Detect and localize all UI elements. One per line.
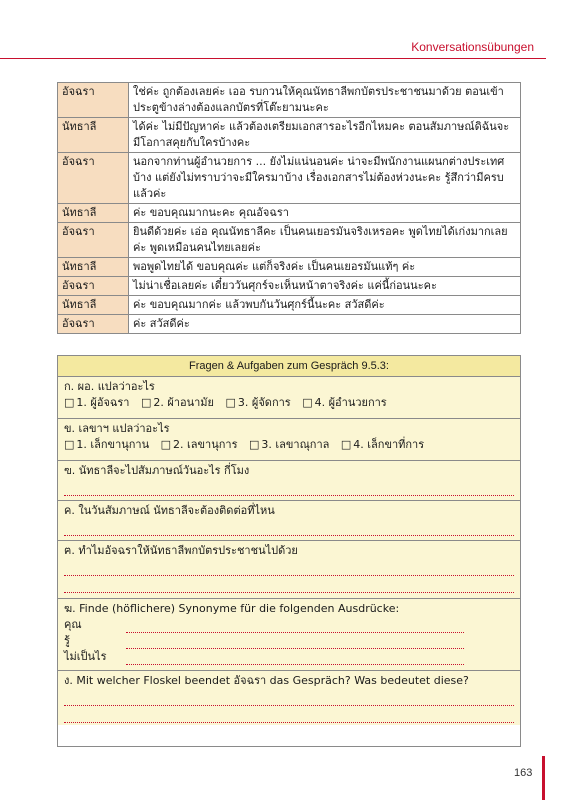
dialogue-table <box>57 82 521 334</box>
task-q2 <box>58 419 520 461</box>
options-row <box>64 437 514 453</box>
option-label: 3. ผู้จัดการ <box>237 396 291 409</box>
task-q4 <box>58 501 520 541</box>
dialogue-row <box>58 118 521 153</box>
options-row <box>64 395 514 411</box>
option-label: 4. ผู้อำนวยการ <box>314 396 387 409</box>
speaker-cell: อัจฉรา <box>58 153 129 204</box>
option-label: 2. เลขานุการ <box>173 438 238 451</box>
dialogue-row <box>58 315 521 334</box>
synonym-row <box>64 633 514 649</box>
dialogue-line: นอกจากท่านผู้อำนวยการ ... ยังไม่แน่นอนค่ะ น่าจะมีพนักงานแผนกต่างประเทศบ้าง แต่ยังไม่ทราบว่าจะมีใครมาบ้าง เรื่องเอกสารไม่ต้องห่วงนะคะ รู้สึกว่ามีครบแล้วค่ะ <box>129 153 521 204</box>
dialogue-row <box>58 83 521 118</box>
dialogue-row <box>58 204 521 223</box>
synonym-term: ไม่เป็นไร <box>64 650 107 663</box>
answer-line[interactable] <box>64 561 514 576</box>
tasks-header: Fragen & Aufgaben zum Gespräch 9.5.3: <box>58 356 520 377</box>
dialogue-line: ค่ะ ขอบคุณมากนะคะ คุณอัจฉรา <box>129 204 521 223</box>
dialogue-line: ค่ะ สวัสดีค่ะ <box>129 315 521 334</box>
checkbox[interactable]: □ <box>140 396 152 409</box>
speaker-cell: นัทธาลี <box>58 258 129 277</box>
dialogue-row <box>58 153 521 204</box>
answer-line[interactable] <box>64 578 514 593</box>
dialogue-line: ใช่ค่ะ ถูกต้องเลยค่ะ เออ รบกวนให้คุณนัทธาลีพกบัตรประชาชนมาด้วย ตอนเข้าประตูข้างล่างต้องแลกบัตรที่โต๊ะยามนะคะ <box>129 83 521 118</box>
question-text: ฃ. นัทธาลีจะไปสัมภาษณ์วันอะไร กี่โมง <box>64 464 250 477</box>
answer-line[interactable] <box>64 481 514 496</box>
option-label: 4. เล็กขาที่การ <box>353 438 425 451</box>
dialogue-line: พอพูดไทยได้ ขอบคุณค่ะ แต่ก็จริงค่ะ เป็นคนเยอรมันแท้ๆ ค่ะ <box>129 258 521 277</box>
running-header: Konversationsübungen <box>411 40 534 54</box>
question-text: ง. Mit welcher Floskel beendet อัจฉรา das Gespräch? Was bedeutet diese? <box>64 674 469 687</box>
checkbox[interactable]: □ <box>64 396 75 409</box>
speaker-cell: อัจฉรา <box>58 223 129 258</box>
option-label: 1. ผู้อัจฉรา <box>76 396 130 409</box>
synonym-term: คุณ <box>64 618 82 631</box>
dialogue-line: ค่ะ ขอบคุณมากค่ะ แล้วพบกันวันศุกร์นี้นะคะ สวัสดีค่ะ <box>129 296 521 315</box>
task-q3 <box>58 461 520 501</box>
option-label: 3. เลขาณุกาล <box>261 438 330 451</box>
synonym-term: รู้ <box>64 634 70 647</box>
option-label: 1. เล็กขานุกาน <box>76 438 150 451</box>
answer-line[interactable] <box>126 654 464 665</box>
dialogue-row <box>58 258 521 277</box>
header-rule <box>0 58 546 59</box>
speaker-cell: อัจฉรา <box>58 315 129 334</box>
answer-line[interactable] <box>126 622 464 633</box>
checkbox[interactable]: □ <box>225 396 236 409</box>
question-text: ฅ. ทำไมอัจฉราให้นัทธาลีพกบัตรประชาชนไปด้วย <box>64 544 298 557</box>
page-edge-rule <box>542 756 545 800</box>
answer-line[interactable] <box>126 638 464 649</box>
synonym-row <box>64 617 514 633</box>
dialogue-row <box>58 223 521 258</box>
synonym-row <box>64 649 514 665</box>
question-text: ข. เลขาฯ แปลว่าอะไร <box>64 422 170 435</box>
question-text: ก. ผอ. แปลว่าอะไร <box>64 380 155 393</box>
speaker-cell: อัจฉรา <box>58 277 129 296</box>
answer-line[interactable] <box>64 691 514 706</box>
task-q5 <box>58 541 520 599</box>
task-q6 <box>58 599 520 671</box>
dialogue-row <box>58 277 521 296</box>
task-q1 <box>58 377 520 419</box>
checkbox[interactable]: □ <box>302 396 313 409</box>
checkbox[interactable]: □ <box>249 438 260 451</box>
checkbox[interactable]: □ <box>340 438 352 451</box>
question-text: ฆ. Finde (höflichere) Synonyme für die folgenden Ausdrücke: <box>64 602 400 615</box>
dialogue-line: ไม่น่าเชื่อเลยค่ะ เดี๋ยววันศุกร์จะเห็นหน้าตาจริงค่ะ แค่นี้ก่อนนะคะ <box>129 277 521 296</box>
answer-line[interactable] <box>64 521 514 536</box>
speaker-cell: นัทธาลี <box>58 296 129 315</box>
checkbox[interactable]: □ <box>160 438 172 451</box>
dialogue-line: ได้ค่ะ ไม่มีปัญหาค่ะ แล้วต้องเตรียมเอกสารอะไรอีกไหมคะ ตอนสัมภาษณ์ดิฉันจะมีโอกาสคุยกับใครบ้างคะ <box>129 118 521 153</box>
dialogue-line: ยินดีด้วยค่ะ เอ่อ คุณนัทธาลีคะ เป็นคนเยอรมันจริงเหรอคะ พูดไทยได้เก่งมากเลยค่ะ พูดเหมือนคนไทยเลยค่ะ <box>129 223 521 258</box>
checkbox[interactable]: □ <box>64 438 75 451</box>
question-text: ค. ในวันสัมภาษณ์ นัทธาลีจะต้องติดต่อที่ไหน <box>64 504 275 517</box>
speaker-cell: นัทธาลี <box>58 118 129 153</box>
option-label: 2. ผ้าอนามัย <box>153 396 215 409</box>
answer-line[interactable] <box>64 708 514 723</box>
task-q7 <box>58 671 520 725</box>
tasks-box <box>57 355 521 747</box>
speaker-cell: นัทธาลี <box>58 204 129 223</box>
speaker-cell: อัจฉรา <box>58 83 129 118</box>
dialogue-row <box>58 296 521 315</box>
page-number: 163 <box>514 767 533 779</box>
